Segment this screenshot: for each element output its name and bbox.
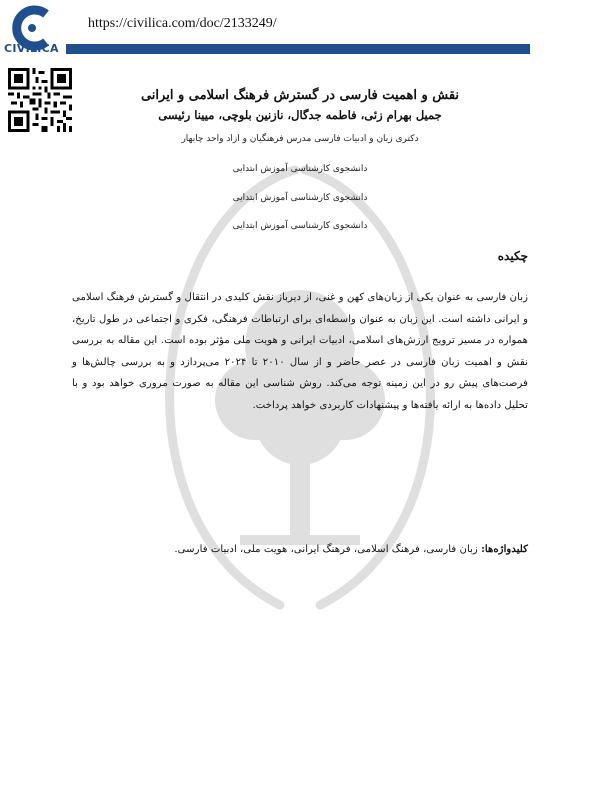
keywords-line: [174, 543, 528, 555]
document-url[interactable]: https://civilica.com/doc/2133249/: [88, 16, 277, 31]
abstract-heading: چکیده: [497, 249, 528, 263]
keywords-text: زبان فارسی، فرهنگ اسلامی، فرهنگ ایرانی، هویت ملی، ادبیات فارسی.: [174, 544, 478, 555]
keywords-label: کلیدواژه‌ها:: [481, 543, 528, 555]
header-rule: [66, 44, 530, 54]
logo-text: CIVILICA: [4, 42, 59, 55]
affiliation: دانشجوی کارشناسی آموزش ابتدایی: [232, 164, 368, 174]
paper-title: نقش و اهمیت فارسی در گسترش فرهنگ اسلامی و ایرانی: [140, 88, 460, 103]
affiliation: دانشجوی کارشناسی آموزش ابتدایی: [232, 193, 368, 203]
abstract-text: زبان فارسی به عنوان یکی از زبان‌های کهن و غنی، از دیرباز نقش کلیدی در انتقال و گسترش فرهنگ اسلامی و ایرانی داشته است. این زبان به عنوان واسطه‌ای برای ارتباطات فرهنگی، فکری و اجتماعی در طول تاریخ، همواره در مسیر ترویج ارزش‌های اسلامی، ادبیات ایرانی و هویت ملی مؤثر بوده است. این مقاله به بررسی نقش و اهمیت زبان فارسی در عصر حاضر و از سال ۲۰۱۰ تا ۲۰۲۴ می‌پردازد و به بررسی چالش‌ها و فرصت‌های پیش رو در این زمینه توجه می‌کند. روش شناسی این مقاله به صورت مروری خواهد بود و با تحلیل داده‌ها به ارائه یافته‌ها و پیشنهادات کاربردی خواهد پرداخت.: [72, 292, 529, 411]
affiliation: دکتری زبان و ادبیات فارسی مدرس فرهنگیان و ازاد واحد چابهار: [181, 134, 419, 144]
affiliation: دانشجوی کارشناسی آموزش ابتدایی: [232, 221, 368, 231]
paper-authors: جمیل بهرام زئی، فاطمه جدگال، نازنین بلوچی، میینا رئیسی: [158, 108, 442, 122]
